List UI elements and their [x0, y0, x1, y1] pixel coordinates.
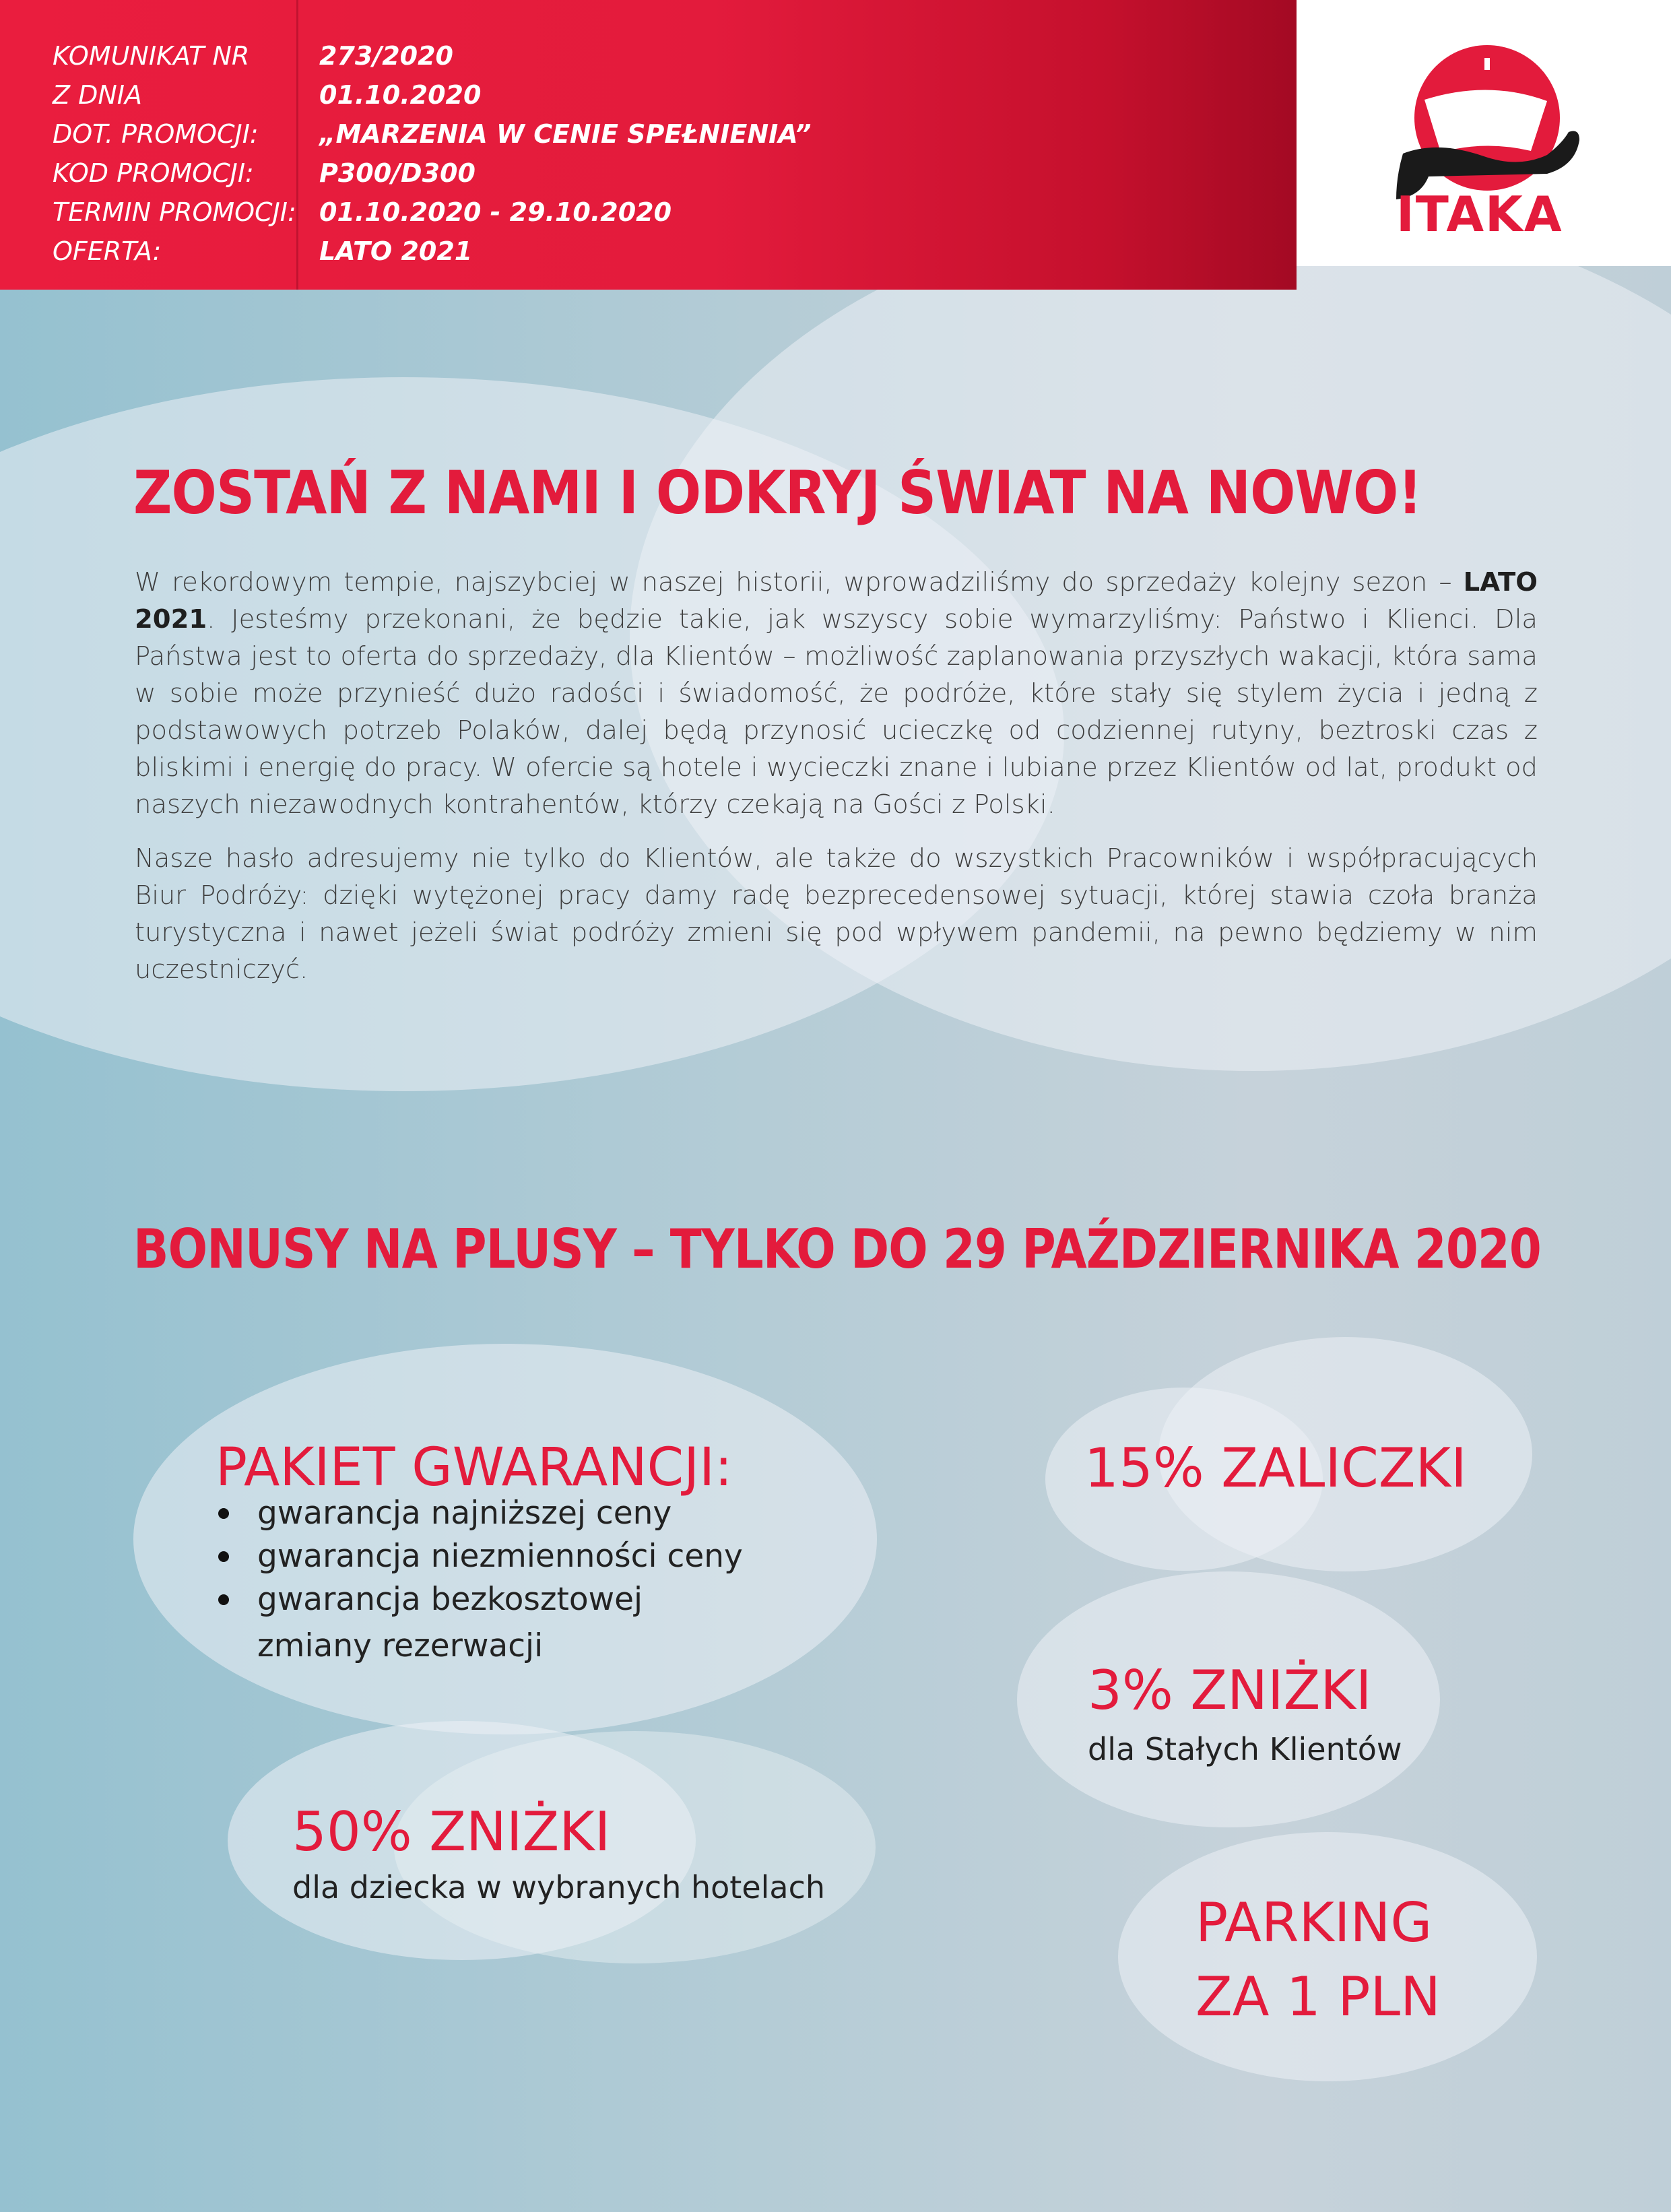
label-komunikat: KOMUNIKAT NR — [53, 41, 250, 71]
value-date: 01.10.2020 — [319, 80, 482, 110]
value-promo-code: P300/D300 — [319, 158, 476, 188]
loyal-discount-title: 3% ZNIŻKI — [1088, 1659, 1372, 1722]
child-discount-title: 50% ZNIŻKI — [292, 1800, 611, 1863]
guarantee-item: gwarancja najniższej ceny — [216, 1492, 743, 1535]
logo-box — [1297, 0, 1671, 266]
value-komunikat: 273/2020 — [319, 41, 453, 71]
label-promo-term: TERMIN PROMOCJI: — [53, 197, 296, 227]
label-promotion: DOT. PROMOCJI: — [53, 119, 259, 149]
bonuses-title: BONUSY NA PLUSY – TYLKO DO 29 PAŹDZIERNIKA 2020 — [133, 1218, 1541, 1280]
guarantee-title: PAKIET GWARANCJI: — [216, 1437, 733, 1498]
value-offer: LATO 2021 — [319, 236, 473, 266]
season-name: LATO 2021 — [135, 567, 1538, 635]
loyal-discount-subtitle: dla Stałych Klientów — [1088, 1731, 1402, 1767]
intro-paragraph-rest: . Jesteśmy przekonani, że będzie takie, jak wszyscy sobie wymarzyliśmy: Państwo i Klienci. Dla Państwa jest to oferta do sprzedaży, dla Klientów – możliwość zaplanowania przyszłych wakacji, która sama w sobie może przynieść dużo radości i świadomość, że podróże, które stały się stylem życia i jedną z podstawowych potrzeb Polaków, dalej będą przynosić ucieczkę od codziennej rutyny, beztroski czas z bliskimi i energię do pracy. W ofercie są hotele i wycieczki znane i lubiane przez Klientów od lat, produkt od naszych niezawodnych kontrahentów, którzy czekają na Gości z Polski. — [135, 604, 1538, 820]
value-promo-term: 01.10.2020 - 29.10.2020 — [319, 197, 672, 227]
parking-line1: PARKING — [1195, 1891, 1433, 1954]
ellipse-parking — [1118, 1832, 1537, 2081]
intro-paragraph-start: W rekordowym tempie, najszybciej w naszej historii, wprowadziliśmy do sprzedaży kolejny sezon – — [135, 567, 1464, 597]
value-promotion: „MARZENIA W CENIE SPEŁNIENIA” — [319, 119, 812, 149]
logo-text: ITAKA — [1396, 186, 1563, 242]
label-offer: OFERTA: — [53, 236, 162, 266]
guarantee-item: gwarancja niezmienności ceny — [216, 1535, 743, 1578]
guarantee-item-continuation: zmiany rezerwacji — [257, 1627, 544, 1664]
parking-line2: ZA 1 PLN — [1195, 1965, 1441, 2028]
intro-paragraph — [135, 564, 1538, 823]
second-paragraph: Nasze hasło adresujemy nie tylko do Klientów, ale także do wszystkich Pracowników i współpracujących Biur Podróży: dzięki wytężonej pracy damy radę bezprecedensowej sytuacji, której stawia czoła branża turystyczna i nawet jeżeli świat podróży zmieni się pod wpływem pandemii, na pewno będziemy w nim uczestniczyć. — [135, 843, 1538, 985]
label-date: Z DNIA — [53, 80, 142, 110]
guarantee-item: gwarancja bezkosztowej — [216, 1578, 743, 1621]
child-discount-subtitle: dla dziecka w wybranych hotelach — [292, 1869, 826, 1906]
header-bar — [0, 0, 1297, 290]
label-promo-code: KOD PROMOCJI: — [53, 158, 254, 188]
guarantee-list — [216, 1492, 743, 1621]
deposit-title: 15% ZALICZKI — [1084, 1437, 1467, 1499]
header-divider — [296, 0, 298, 290]
main-title: ZOSTAŃ Z NAMI I ODKRYJ ŚWIAT NA NOWO! — [133, 458, 1422, 527]
itaka-logo-icon — [1297, 0, 1671, 266]
